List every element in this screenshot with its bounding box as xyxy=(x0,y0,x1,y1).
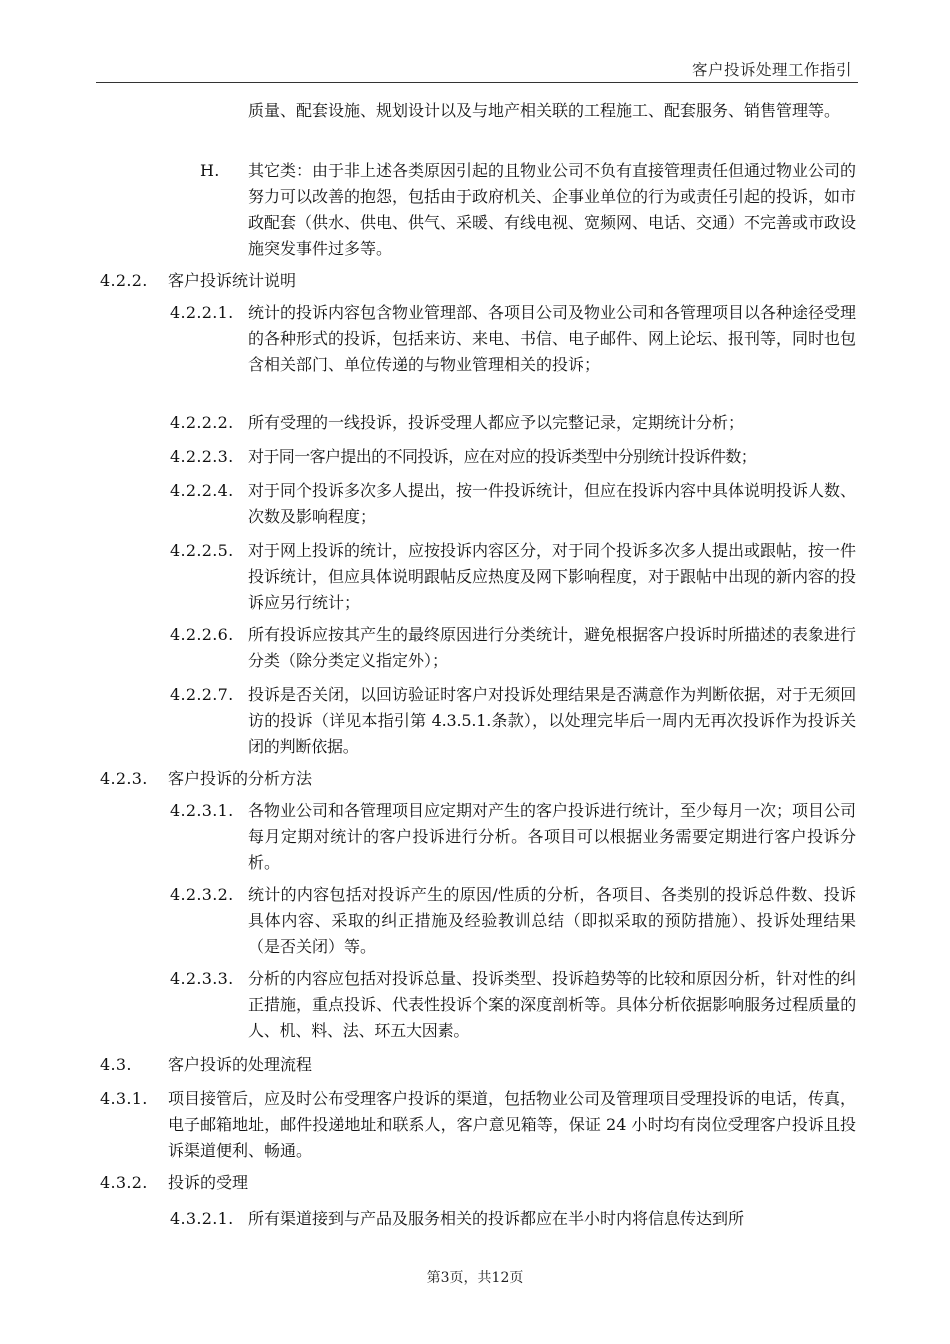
clause-number: 4.3.2.1. xyxy=(170,1209,234,1228)
section-number: 4.2.2. xyxy=(100,271,148,290)
clause-number: 4.2.2.4. xyxy=(170,481,234,500)
clause-number: 4.2.2.5. xyxy=(170,541,234,560)
clause-number: 4.2.2.6. xyxy=(170,625,234,644)
section-4-2-3-heading xyxy=(100,766,856,792)
clause-text: 所有渠道接到与产品及服务相关的投诉都应在半小时内将信息传达到所 xyxy=(248,1209,745,1228)
item-g-continuation xyxy=(248,98,856,150)
item-text: 质量、配套设施、规划设计以及与地产相关联的工程施工、配套服务、销售管理等。 xyxy=(248,101,841,120)
clause-number: 4.2.3.2. xyxy=(170,885,234,904)
clause-number: 4.2.2.2. xyxy=(170,413,234,432)
clause-number: 4.2.2.1. xyxy=(170,303,234,322)
clause-number: 4.2.2.7. xyxy=(170,685,234,704)
clause-text: 各物业公司和各管理项目应定期对产生的客户投诉进行统计，至少每月一次；项目公司每月定期对统计的客户投诉进行分析。各项目可以根据业务需要定期进行客户投诉分析。 xyxy=(248,801,857,872)
clause-text: 分析的内容应包括对投诉总量、投诉类型、投诉趋势等的比较和原因分析，针对性的纠正措施，重点投诉、代表性投诉个案的深度剖析等。具体分析依据影响服务过程质量的人、机、料、法、环五大因素。 xyxy=(248,969,856,1040)
clause-number: 4.2.3.1. xyxy=(170,801,234,820)
section-number: 4.3. xyxy=(100,1055,132,1074)
clause-text: 对于同个投诉多次多人提出，按一件投诉统计，但应在投诉内容中具体说明投诉人数、次数及影响程度； xyxy=(248,481,857,526)
clause-text: 项目接管后，应及时公布受理客户投诉的渠道，包括物业公司及管理项目受理投诉的电话，传真，电子邮箱地址，邮件投递地址和联系人，客户意见箱等，保证 24 小时均有岗位受理客户投诉且投诉渠道便利、畅通。 xyxy=(168,1089,857,1160)
clause-4-2-2-2 xyxy=(170,410,856,436)
item-text: 其它类：由于非上述各类原因引起的且物业公司不负有直接管理责任但通过物业公司的努力可以改善的抱怨，包括由于政府机关、企事业单位的行为或责任引起的投诉，如市政配套（供水、供电、供气、采暖、有线电视、宽频网、电话、交通）不完善或市政设施突发事件过多等。 xyxy=(248,161,857,258)
section-title: 客户投诉统计说明 xyxy=(168,271,297,290)
clause-4-2-3-1 xyxy=(170,798,856,876)
clause-text: 所有投诉应按其产生的最终原因进行分类统计，避免根据客户投诉时所描述的表象进行分类（除分类定义指定外）； xyxy=(248,625,857,670)
clause-text: 统计的内容包括对投诉产生的原因/性质的分析，各项目、各类别的投诉总件数、投诉具体内容、采取的纠正措施及经验教训总结（即拟采取的预防措施）、投诉处理结果（是否关闭）等。 xyxy=(248,885,856,956)
clause-4-2-3-3 xyxy=(170,966,856,1044)
section-number: 4.2.3. xyxy=(100,769,148,788)
item-number: H. xyxy=(200,161,220,180)
section-4-3-2-heading xyxy=(100,1170,856,1196)
section-title: 投诉的受理 xyxy=(168,1173,249,1192)
clause-4-3-2-1 xyxy=(170,1206,856,1232)
clause-4-2-3-2 xyxy=(170,882,856,960)
header-divider xyxy=(96,82,858,83)
clause-text: 投诉是否关闭，以回访验证时客户对投诉处理结果是否满意作为判断依据，对于无须回访的投诉（详见本指引第 4.3.5.1.条款），以处理完毕后一周内无再次投诉作为投诉关闭的判断依据。 xyxy=(248,685,856,756)
clause-4-2-2-4 xyxy=(170,478,856,530)
item-h xyxy=(200,158,856,262)
clause-text: 所有受理的一线投诉，投诉受理人都应予以完整记录，定期统计分析； xyxy=(248,413,745,432)
section-title: 客户投诉的处理流程 xyxy=(168,1055,313,1074)
section-4-2-2-heading xyxy=(100,268,856,294)
clause-text: 统计的投诉内容包含物业管理部、各项目公司及物业公司和各管理项目以各种途径受理的各种形式的投诉，包括来访、来电、书信、电子邮件、网上论坛、报刊等，同时也包含相关部门、单位传递的与物业管理相关的投诉； xyxy=(248,303,857,374)
clause-4-2-2-7 xyxy=(170,682,856,760)
clause-4-2-2-5 xyxy=(170,538,856,616)
clause-4-3-1 xyxy=(100,1086,856,1164)
clause-4-2-2-6 xyxy=(170,622,856,674)
section-number: 4.3.2. xyxy=(100,1173,148,1192)
clause-number: 4.2.3.3. xyxy=(170,969,234,988)
clause-4-2-2-1 xyxy=(170,300,856,404)
clause-4-2-2-3 xyxy=(170,444,856,470)
section-title: 客户投诉的分析方法 xyxy=(168,769,313,788)
clause-number: 4.3.1. xyxy=(100,1089,148,1108)
clause-text: 对于网上投诉的统计，应按投诉内容区分，对于同个投诉多次多人提出或跟帖，按一件投诉统计，但应具体说明跟帖反应热度及网下影响程度，对于跟帖中出现的新内容的投诉应另行统计； xyxy=(248,541,857,612)
running-header: 客户投诉处理工作指引 xyxy=(691,61,852,79)
clause-text: 对于同一客户提出的不同投诉，应在对应的投诉类型中分别统计投诉件数； xyxy=(248,447,757,466)
clause-number: 4.2.2.3. xyxy=(170,447,234,466)
section-4-3-heading xyxy=(100,1052,856,1078)
page-footer: 第3页，共12页 xyxy=(426,1270,524,1286)
